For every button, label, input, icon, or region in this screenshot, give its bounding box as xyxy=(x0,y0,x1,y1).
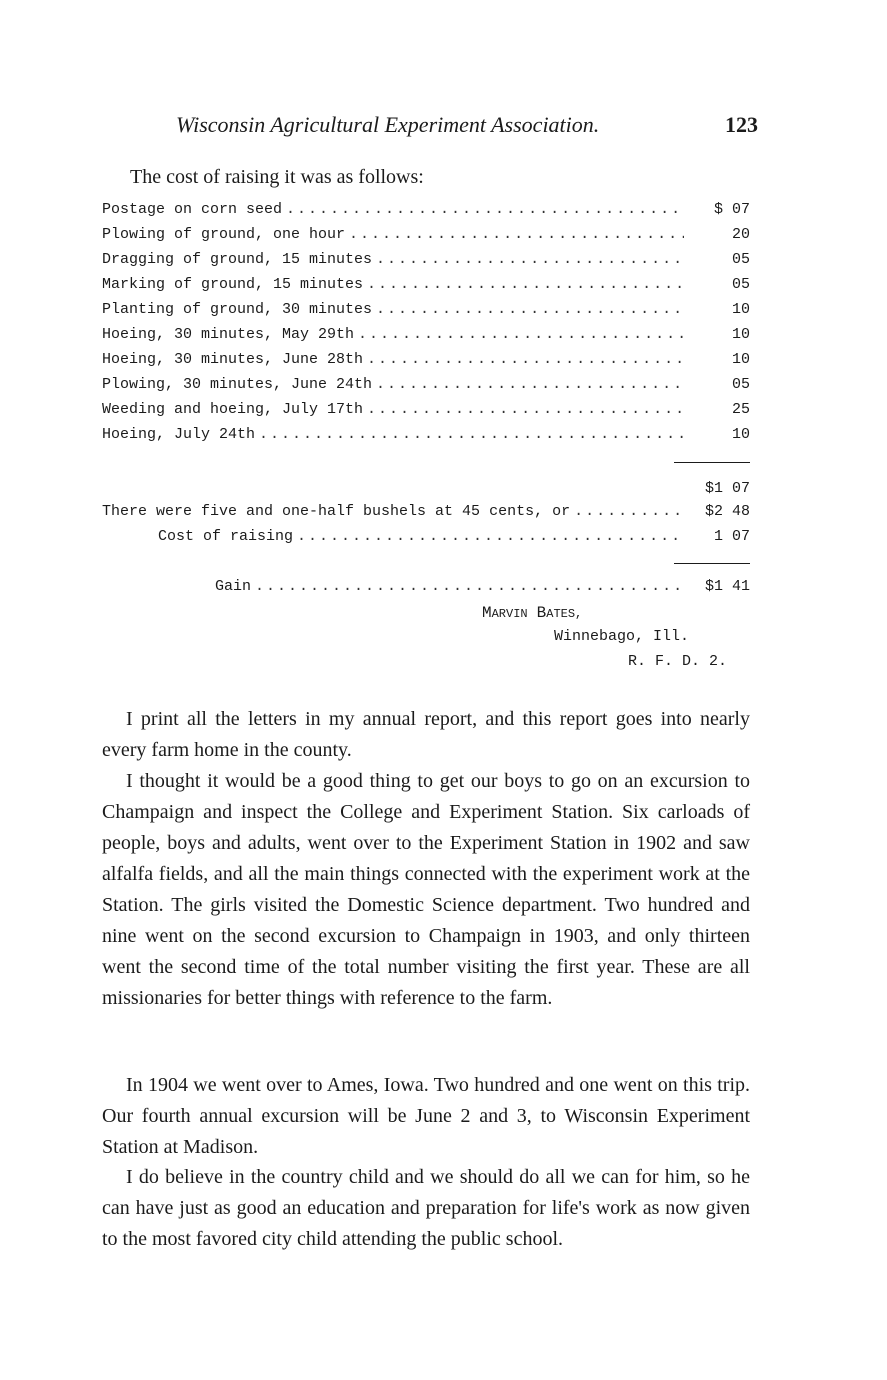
cost-amount: 20 xyxy=(731,226,750,243)
cost-row xyxy=(102,251,750,273)
cost-amount: 05 xyxy=(731,376,750,393)
leader-dots xyxy=(574,503,684,520)
cost-amount: 05 xyxy=(731,276,750,293)
signature-name: MARVIN BATES, xyxy=(482,604,583,622)
cost-row xyxy=(102,326,750,348)
leader-dots xyxy=(367,401,684,418)
intro-line: The cost of raising it was as follows: xyxy=(130,166,424,188)
cost-label: Dragging of ground, 15 minutes xyxy=(102,251,373,268)
body-paragraph xyxy=(102,1162,750,1255)
cost-amount: 10 xyxy=(731,301,750,318)
cost-amount: 10 xyxy=(731,426,750,443)
cost-label: Hoeing, 30 minutes, May 29th xyxy=(102,326,355,343)
leader-dots xyxy=(286,201,684,218)
cost-label: Postage on corn seed xyxy=(102,201,283,218)
leader-dots xyxy=(349,226,684,243)
leader-dots xyxy=(358,326,684,343)
paragraph-text: I print all the letters in my annual report, and this report goes into nearly every farm home in the county. xyxy=(102,708,750,761)
leader-dots xyxy=(259,426,684,443)
cost-row xyxy=(102,226,750,248)
cost-of-raising-amount: 1 07 xyxy=(713,528,750,545)
cost-label: Hoeing, July 24th xyxy=(102,426,256,443)
leader-dots xyxy=(367,351,684,368)
gain-amount: $1 41 xyxy=(704,578,750,595)
sale-row xyxy=(102,503,750,525)
cost-label: Planting of ground, 30 minutes xyxy=(102,301,373,318)
leader-dots xyxy=(255,578,684,595)
cost-amount: 25 xyxy=(731,401,750,418)
cost-of-raising-row xyxy=(158,528,750,550)
paragraph-text: I do believe in the country child and we should do all we can for him, so he can have just as good an education and preparation for life's work as now given to the most favored city child attending the public school. xyxy=(102,1166,750,1250)
signature-place: Winnebago, Ill. xyxy=(554,628,690,645)
cost-amount: 05 xyxy=(731,251,750,268)
paragraph-text: I thought it would be a good thing to get our boys to go on an excursion to Champaign and inspect the College and Experiment Station. Six carloads of people, boys and adults, went over to the Experiment Station in 1902 and saw alfalfa fields, and all the main things connected with the experiment work at the Station. The girls visited the Domestic Science department. Two hundred and nine went on the second excursion to Champaign in 1903, and only thirteen went the second time of the total number visiting the first year. These are all missionaries for better things with reference to the farm. xyxy=(102,770,750,1009)
cost-label: Hoeing, 30 minutes, June 28th xyxy=(102,351,364,368)
running-title: Wisconsin Agricultural Experiment Association. xyxy=(176,112,600,137)
leader-dots xyxy=(376,376,684,393)
cost-amount: 10 xyxy=(731,351,750,368)
cost-label: Plowing, 30 minutes, June 24th xyxy=(102,376,373,393)
cost-label: Plowing of ground, one hour xyxy=(102,226,346,243)
cost-row xyxy=(102,376,750,398)
total-amount: $1 07 xyxy=(704,480,750,497)
sum-rule xyxy=(674,563,750,564)
cost-row xyxy=(102,351,750,373)
cost-amount: 10 xyxy=(731,326,750,343)
leader-dots xyxy=(376,301,684,318)
leader-dots xyxy=(367,276,684,293)
signature-route: R. F. D. 2. xyxy=(628,653,728,670)
cost-row xyxy=(102,276,750,298)
cost-row xyxy=(102,426,750,448)
gain-row xyxy=(215,578,750,600)
running-header xyxy=(176,112,758,142)
gain-label: Gain xyxy=(215,578,252,595)
body-paragraph xyxy=(102,704,750,766)
body-paragraph xyxy=(102,766,750,1014)
sum-rule xyxy=(674,462,750,463)
page-number: 123 xyxy=(725,112,758,137)
sale-amount: $2 48 xyxy=(704,503,750,520)
sale-label: There were five and one-half bushels at 45 cents, or xyxy=(102,503,571,520)
cost-row xyxy=(102,201,750,223)
cost-label: Marking of ground, 15 minutes xyxy=(102,276,364,293)
leader-dots xyxy=(376,251,684,268)
paragraph-text: In 1904 we went over to Ames, Iowa. Two hundred and one went on this trip. Our fourth annual excursion will be June 2 and 3, to Wisconsin Experiment Station at Madison. xyxy=(102,1074,750,1158)
body-paragraph xyxy=(102,1070,750,1163)
cost-row xyxy=(102,301,750,323)
cost-amount: $ 07 xyxy=(713,201,750,218)
cost-of-raising-label: Cost of raising xyxy=(158,528,294,545)
cost-label: Weeding and hoeing, July 17th xyxy=(102,401,364,418)
leader-dots xyxy=(297,528,684,545)
cost-row xyxy=(102,401,750,423)
